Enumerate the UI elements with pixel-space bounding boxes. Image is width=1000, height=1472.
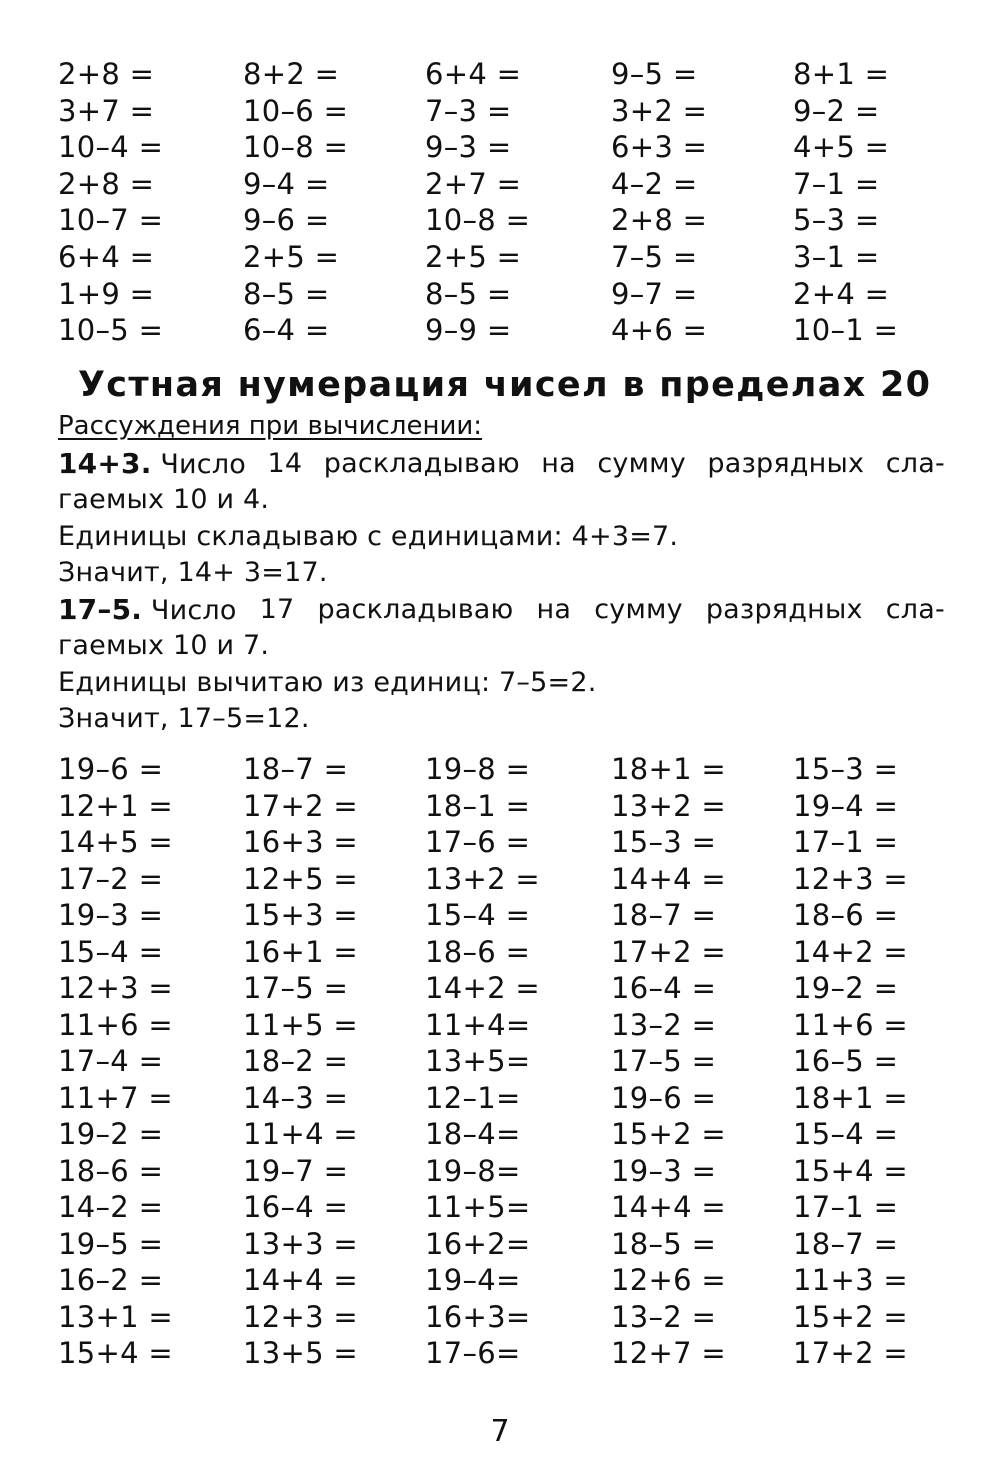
exercise-item: 7–3 = <box>425 93 512 128</box>
exercise-item: 17–1 = <box>793 1190 899 1224</box>
exercise-row <box>0 934 1000 971</box>
example2-line1: 17–5. Число 17 раскладываю на сумму разрядных сла- <box>58 593 945 626</box>
exercise-item: 11+4= <box>425 1007 531 1042</box>
exercise-grid-bottom <box>0 751 1000 1372</box>
exercise-item: 16+2= <box>425 1226 531 1261</box>
exercise-row <box>0 824 1000 861</box>
exercise-row <box>0 93 1000 130</box>
exercise-item: 16+3 = <box>243 825 358 859</box>
exercise-item: 9–6 = <box>243 203 330 238</box>
exercise-item: 2+7 = <box>425 166 522 201</box>
exercise-item: 6+4 = <box>58 239 155 274</box>
exercise-row <box>0 751 1000 788</box>
exercise-item: 2+8 = <box>58 57 155 91</box>
exercise-grid-top <box>0 56 1000 349</box>
exercise-item: 9–4 = <box>243 166 330 201</box>
exercise-item: 10–8 = <box>425 203 531 238</box>
exercise-row <box>0 1116 1000 1153</box>
exercise-item: 6–4 = <box>243 313 330 348</box>
exercise-item: 16–4 = <box>611 971 717 1005</box>
exercise-item: 11+7 = <box>58 1080 173 1115</box>
exercise-item: 10–4 = <box>58 130 164 165</box>
exercise-item: 16–2 = <box>58 1263 164 1297</box>
example2-label: 17–5. <box>58 593 143 626</box>
exercise-item: 14+2 = <box>793 934 908 969</box>
exercise-item: 11+6 = <box>793 1007 908 1042</box>
exercise-row <box>0 1007 1000 1044</box>
exercise-item: 4+6 = <box>611 313 708 348</box>
exercise-item: 9–9 = <box>425 313 512 348</box>
exercise-item: 19–6 = <box>611 1080 717 1115</box>
exercise-row <box>0 276 1000 313</box>
exercise-row <box>0 788 1000 825</box>
exercise-item: 18+1 = <box>611 752 726 786</box>
exercise-item: 18–4= <box>425 1117 521 1151</box>
exercise-item: 11+6 = <box>58 1007 173 1042</box>
exercise-row <box>0 1226 1000 1263</box>
exercise-item: 10–6 = <box>243 93 349 128</box>
exercise-item: 12+3 = <box>793 861 908 896</box>
exercise-item: 19–8= <box>425 1153 521 1188</box>
exercise-item: 17+2 = <box>793 1336 908 1370</box>
exercise-item: 17–5 = <box>243 971 349 1005</box>
exercise-item: 9–3 = <box>425 130 512 165</box>
exercise-row <box>0 56 1000 93</box>
exercise-item: 18–5 = <box>611 1226 717 1261</box>
exercise-item: 12+3 = <box>243 1299 358 1334</box>
exercise-item: 14+5 = <box>58 825 173 859</box>
exercise-item: 6+3 = <box>611 130 708 165</box>
exercise-item: 13+2 = <box>425 861 540 896</box>
page-number: 7 <box>490 1414 510 1449</box>
exercise-item: 19–7 = <box>243 1153 349 1188</box>
exercise-item: 7–5 = <box>611 239 698 274</box>
example1-line2: гаемых 10 и 4. <box>58 484 270 515</box>
exercise-row <box>0 1153 1000 1190</box>
exercise-item: 3+2 = <box>611 93 708 128</box>
exercise-item: 8–5 = <box>243 276 330 311</box>
exercise-row <box>0 1299 1000 1336</box>
exercise-item: 13+3 = <box>243 1226 358 1261</box>
exercise-item: 14+2 = <box>425 971 540 1005</box>
exercise-item: 15–4 = <box>793 1117 899 1151</box>
exercise-item: 17–5 = <box>611 1044 717 1078</box>
exercise-item: 2+8 = <box>58 166 155 201</box>
section-title: Устная нумерация чисел в пределах 20 <box>78 365 932 405</box>
exercise-item: 14+4 = <box>611 861 726 896</box>
exercise-item: 17+2 = <box>243 788 358 823</box>
exercise-item: 8+2 = <box>243 57 340 91</box>
exercise-item: 13+1 = <box>58 1299 173 1334</box>
exercise-row <box>0 970 1000 1007</box>
exercise-item: 15–3 = <box>793 752 899 786</box>
exercise-item: 14–2 = <box>58 1190 164 1224</box>
example2-line4: Значит, 17–5=12. <box>58 703 310 734</box>
exercise-row <box>0 166 1000 203</box>
exercise-item: 9–7 = <box>611 276 698 311</box>
exercise-row <box>0 129 1000 166</box>
exercise-row <box>0 1043 1000 1080</box>
exercise-item: 4–2 = <box>611 166 698 201</box>
example1-line1: 14+3. Число 14 раскладываю на сумму разрядных сла- <box>58 447 945 480</box>
exercise-item: 11+3 = <box>793 1263 908 1297</box>
exercise-item: 8+1 = <box>793 57 890 91</box>
exercise-item: 6+4 = <box>425 57 522 91</box>
exercise-item: 18–1 = <box>425 788 531 823</box>
exercise-item: 4+5 = <box>793 130 890 165</box>
exercise-item: 17–4 = <box>58 1044 164 1078</box>
exercise-item: 2+4 = <box>793 276 890 311</box>
exercise-row <box>0 1080 1000 1117</box>
exercise-item: 11+5 = <box>243 1007 358 1042</box>
exercise-item: 5–3 = <box>793 203 880 238</box>
exercise-item: 12–1= <box>425 1080 521 1115</box>
exercise-item: 18–7 = <box>793 1226 899 1261</box>
exercise-item: 18–7 = <box>611 898 717 932</box>
exercise-item: 11+5= <box>425 1190 531 1224</box>
exercise-item: 12+6 = <box>611 1263 726 1297</box>
exercise-item: 12+5 = <box>243 861 358 896</box>
exercise-item: 17–2 = <box>58 861 164 896</box>
exercise-item: 16+1 = <box>243 934 358 969</box>
exercise-row <box>0 239 1000 276</box>
exercise-item: 1+9 = <box>58 276 155 311</box>
example1-line4: Значит, 14+ 3=17. <box>58 557 328 588</box>
exercise-item: 10–7 = <box>58 203 164 238</box>
exercise-item: 16–4 = <box>243 1190 349 1224</box>
exercise-item: 18–7 = <box>243 752 349 786</box>
exercise-item: 18–6 = <box>793 898 899 932</box>
exercise-item: 19–2 = <box>58 1117 164 1151</box>
exercise-item: 10–8 = <box>243 130 349 165</box>
exercise-item: 11+4 = <box>243 1117 358 1151</box>
exercise-item: 13+2 = <box>611 788 726 823</box>
exercise-item: 15+3 = <box>243 898 358 932</box>
exercise-item: 19–4 = <box>793 788 899 823</box>
exercise-item: 18–6 = <box>425 934 531 969</box>
exercise-item: 12+1 = <box>58 788 173 823</box>
exercise-item: 9–5 = <box>611 57 698 91</box>
exercise-item: 15+2 = <box>611 1117 726 1151</box>
exercise-item: 15+4 = <box>793 1153 908 1188</box>
exercise-item: 7–1 = <box>793 166 880 201</box>
exercise-item: 15–4 = <box>58 934 164 969</box>
exercise-item: 17+2 = <box>611 934 726 969</box>
exercise-row <box>0 897 1000 934</box>
exercise-item: 8–5 = <box>425 276 512 311</box>
exercise-item: 14+4 = <box>243 1263 358 1297</box>
exercise-item: 13–2 = <box>611 1007 717 1042</box>
exercise-item: 19–4= <box>425 1263 521 1297</box>
exercise-item: 15–3 = <box>611 825 717 859</box>
exercise-item: 14–3 = <box>243 1080 349 1115</box>
example2-line3: Единицы вычитаю из единиц: 7–5=2. <box>58 667 597 698</box>
exercise-item: 19–2 = <box>793 971 899 1005</box>
exercise-item: 13–2 = <box>611 1299 717 1334</box>
exercise-row <box>0 312 1000 349</box>
exercise-item: 17–6= <box>425 1336 521 1370</box>
exercise-row <box>0 1262 1000 1299</box>
exercise-item: 16–5 = <box>793 1044 899 1078</box>
exercise-item: 10–5 = <box>58 313 164 348</box>
section-subtitle: Рассуждения при вычислении: <box>58 411 483 441</box>
exercise-item: 3+7 = <box>58 93 155 128</box>
exercise-item: 2+8 = <box>611 203 708 238</box>
exercise-item: 15–4 = <box>425 898 531 932</box>
exercise-item: 18+1 = <box>793 1080 908 1115</box>
exercise-item: 3–1 = <box>793 239 880 274</box>
exercise-item: 14+4 = <box>611 1190 726 1224</box>
exercise-item: 19–3 = <box>58 898 164 932</box>
exercise-item: 12+3 = <box>58 971 173 1005</box>
exercise-item: 13+5 = <box>243 1336 358 1370</box>
exercise-row <box>0 861 1000 898</box>
example2-line2: гаемых 10 и 7. <box>58 630 270 661</box>
exercise-item: 15+4 = <box>58 1336 173 1370</box>
exercise-item: 2+5 = <box>425 239 522 274</box>
exercise-item: 2+5 = <box>243 239 340 274</box>
exercise-item: 19–8 = <box>425 752 531 786</box>
exercise-item: 16+3= <box>425 1299 531 1334</box>
exercise-item: 19–6 = <box>58 752 164 786</box>
exercise-item: 17–6 = <box>425 825 531 859</box>
exercise-item: 10–1 = <box>793 313 899 348</box>
exercise-row <box>0 202 1000 239</box>
exercise-item: 13+5= <box>425 1044 531 1078</box>
exercise-item: 18–2 = <box>243 1044 349 1078</box>
exercise-item: 19–3 = <box>611 1153 717 1188</box>
example1-label: 14+3. <box>58 447 152 480</box>
exercise-item: 19–5 = <box>58 1226 164 1261</box>
exercise-item: 9–2 = <box>793 93 880 128</box>
exercise-row <box>0 1189 1000 1226</box>
exercise-item: 15+2 = <box>793 1299 908 1334</box>
exercise-item: 18–6 = <box>58 1153 164 1188</box>
example1-line3: Единицы складываю с единицами: 4+3=7. <box>58 521 679 552</box>
exercise-item: 12+7 = <box>611 1336 726 1370</box>
exercise-item: 17–1 = <box>793 825 899 859</box>
exercise-row <box>0 1335 1000 1372</box>
